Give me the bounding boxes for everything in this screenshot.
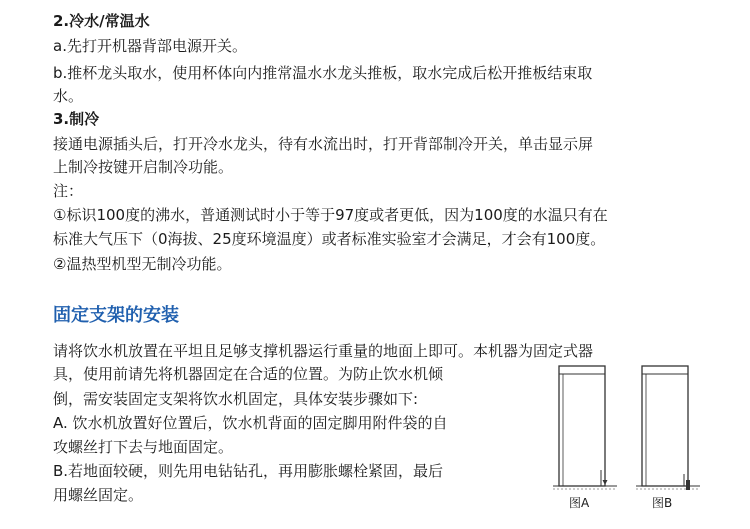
bracket-line1: 请将饮水机放置在平坦且足够支撑机器运行重量的地面上即可。本机器为固定式器	[53, 342, 594, 360]
bracket-line4: A. 饮水机放置好位置后，饮水机背面的固定脚用附件袋的自	[53, 414, 448, 432]
note2: ②温热型机型无制冷功能。	[53, 255, 232, 273]
figure-b-caption: 图B	[652, 496, 673, 510]
note1-line2: 标准大气压下（0海拔、25度环境温度）或者标准实验室才会满足，才会有100度。	[53, 230, 606, 248]
cold-water-step-b-line2: 水。	[53, 87, 84, 105]
figure-a-cabinet	[559, 366, 605, 486]
cold-water-heading: 2.冷水/常温水	[53, 12, 150, 30]
bracket-line2: 具，使用前请先将机器固定在合适的位置。为防止饮水机倾	[53, 365, 444, 383]
figure-a-arrowhead	[603, 480, 608, 485]
bracket-line6: B.若地面较硬，则先用电钻钻孔，再用膨胀螺栓紧固，最后	[53, 462, 444, 480]
bracket-section-title: 固定支架的安装	[53, 305, 179, 326]
cooling-heading: 3.制冷	[53, 110, 100, 128]
bracket-line7: 用螺丝固定。	[53, 486, 144, 504]
figure-a-caption: 图A	[569, 496, 590, 510]
bracket-line5: 攻螺丝打下去与地面固定。	[53, 438, 234, 456]
note-label: 注：	[53, 182, 84, 200]
note1-line1: ①标识100度的沸水，普通测试时小于等于97度或者更低，因为100度的水温只有在	[53, 206, 608, 224]
cooling-body-line2: 上制冷按键开启制冷功能。	[53, 158, 234, 176]
cooling-body-line1: 接通电源插头后，打开冷水龙头，待有水流出时，打开背部制冷开关，单击显示屏	[53, 135, 594, 153]
bracket-line3: 倒，需安装固定支架将饮水机固定，具体安装步骤如下:	[53, 390, 419, 408]
cold-water-step-b-line1: b.推杯龙头取水，使用杯体向内推常温水水龙头推板，取水完成后松开推板结束取	[53, 64, 593, 82]
figure-a-illustration	[553, 362, 617, 496]
figure-b-bolt	[686, 480, 690, 490]
cold-water-step-a: a.先打开机器背部电源开关。	[53, 37, 247, 55]
figure-b-cabinet	[642, 366, 688, 486]
figure-b-illustration	[636, 362, 700, 496]
